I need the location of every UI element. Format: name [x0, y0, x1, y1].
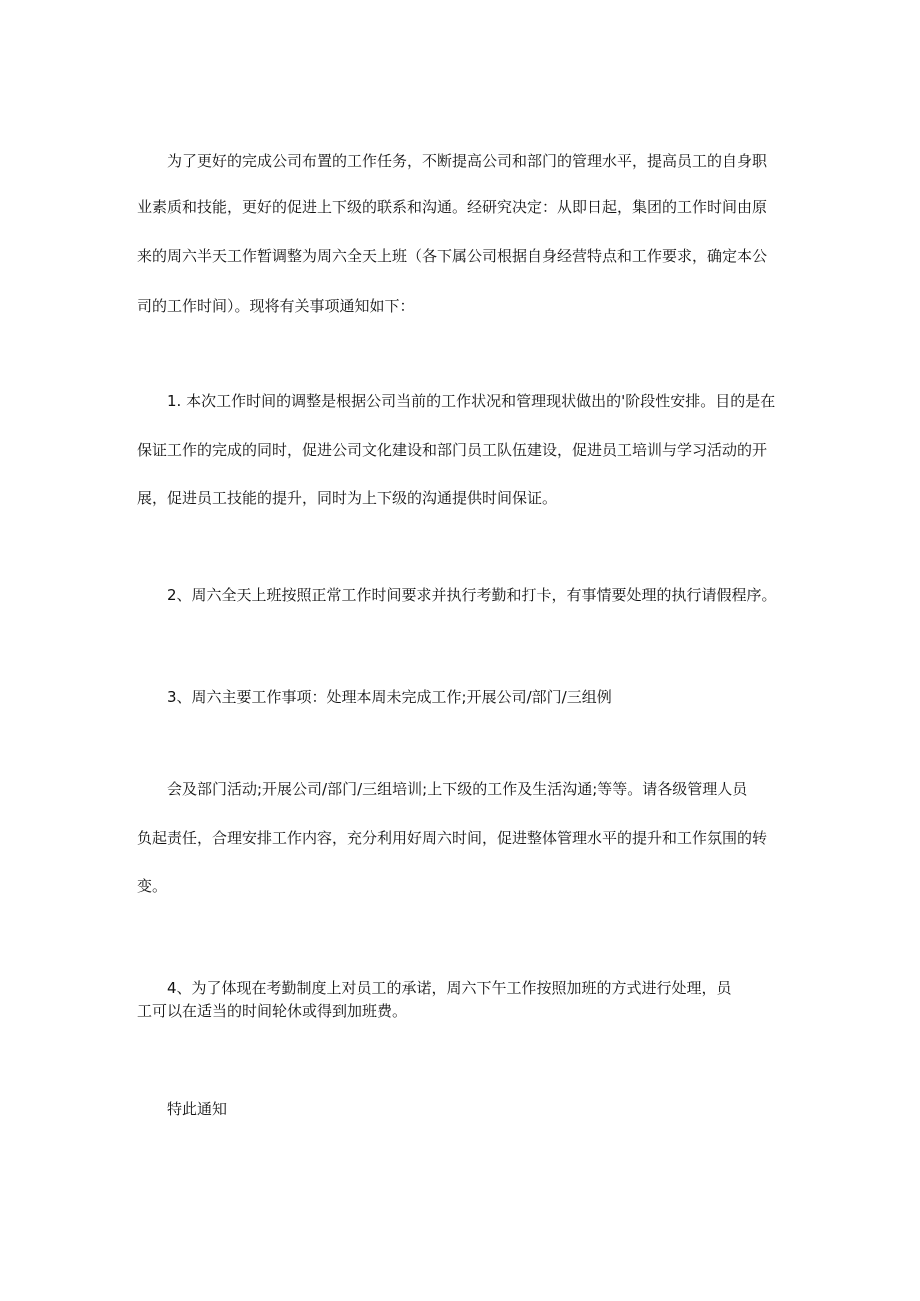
intro-line: 来的周六半天工作暂调整为周六全天上班（各下属公司根据自身经营特点和工作要求，确定本公 [137, 247, 768, 265]
item3-line: 会及部门活动;开展公司/部门/三组培训;上下级的工作及生活沟通;等等。请各级管理人员 [167, 780, 748, 798]
item1-line: 展，促进员工技能的提升，同时为上下级的沟通提供时间保证。 [137, 489, 558, 507]
item3-line: 负起责任，合理安排工作内容，充分利用好周六时间，促进整体管理水平的提升和工作氛围的转 [137, 829, 768, 847]
intro-line: 司的工作时间）。现将有关事项通知如下： [137, 297, 415, 315]
item4-line: 4、为了体现在考勤制度上对员工的承诺，周六下午工作按照加班的方式进行处理，员 [167, 979, 732, 997]
intro-line: 业素质和技能，更好的促进上下级的联系和沟通。经研究决定：从即日起，集团的工作时间由原 [137, 198, 768, 216]
item4-line: 工可以在适当的时间轮休或得到加班费。 [137, 1002, 408, 1020]
item3-line: 3、周六主要工作事项：处理本周未完成工作;开展公司/部门/三组例 [167, 688, 612, 706]
item1-line: 保证工作的完成的同时，促进公司文化建设和部门员工队伍建设，促进员工培训与学习活动的开 [137, 441, 768, 459]
intro-line: 为了更好的完成公司布置的工作任务，不断提高公司和部门的管理水平，提高员工的自身职 [167, 152, 768, 170]
item2-line: 2、周六全天上班按照正常工作时间要求并执行考勤和打卡，有事情要处理的执行请假程序。 [167, 586, 777, 604]
closing-text: 特此通知 [167, 1100, 228, 1118]
item3-line: 变。 [137, 877, 168, 895]
item1-line: 1. 本次工作时间的调整是根据公司当前的工作状况和管理现状做出的'阶段性安排。目的是在 [167, 392, 776, 410]
